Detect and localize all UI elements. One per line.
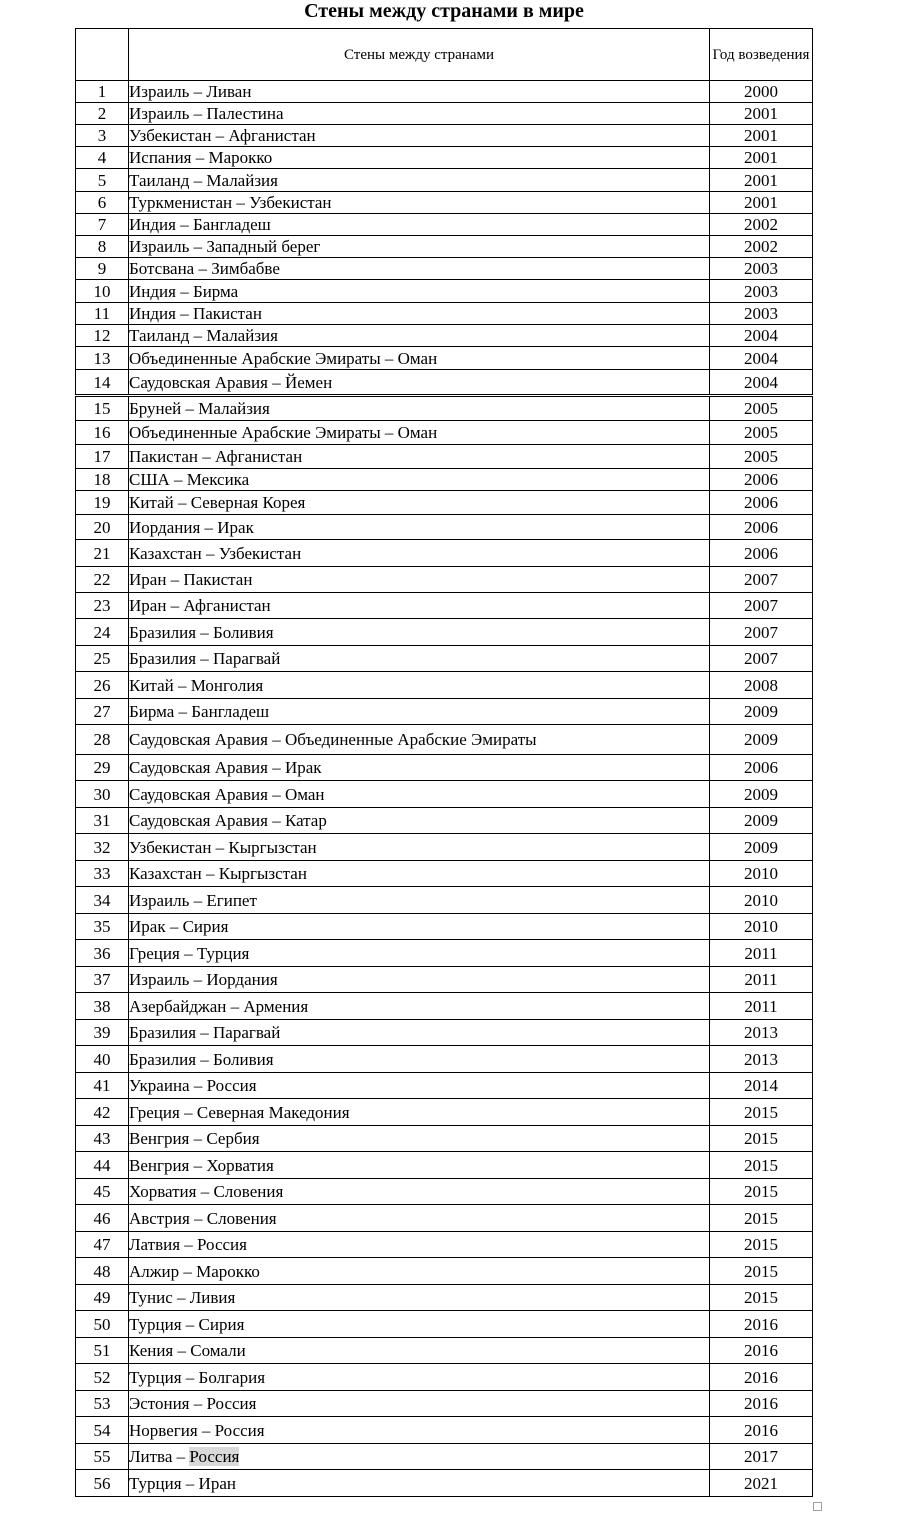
- construction-year: 2010: [710, 887, 813, 914]
- row-number: 27: [76, 699, 129, 725]
- construction-year: 2016: [710, 1364, 813, 1391]
- row-number: 53: [76, 1391, 129, 1417]
- wall-countries: Пакистан – Афганистан: [129, 445, 710, 469]
- wall-countries: Эстония – Россия: [129, 1391, 710, 1417]
- table-row: [76, 567, 813, 593]
- construction-year: 2013: [710, 1020, 813, 1046]
- row-number: 28: [76, 725, 129, 755]
- table-row: [76, 1311, 813, 1338]
- wall-countries: Хорватия – Словения: [129, 1179, 710, 1205]
- row-number: 40: [76, 1046, 129, 1073]
- wall-countries: Объединенные Арабские Эмираты – Оман: [129, 421, 710, 445]
- wall-countries: Греция – Северная Македония: [129, 1099, 710, 1126]
- construction-year: 2005: [710, 396, 813, 421]
- wall-countries: Венгрия – Хорватия: [129, 1152, 710, 1179]
- row-number: 32: [76, 834, 129, 861]
- wall-countries: Бирма – Бангладеш: [129, 699, 710, 725]
- table-row: [76, 755, 813, 781]
- row-number: 25: [76, 646, 129, 672]
- table-row: [76, 125, 813, 147]
- table-row: [76, 993, 813, 1020]
- wall-countries: Иран – Пакистан: [129, 567, 710, 593]
- row-number: 2: [76, 103, 129, 125]
- wall-countries: Бразилия – Боливия: [129, 1046, 710, 1073]
- row-number: 33: [76, 861, 129, 887]
- construction-year: 2015: [710, 1179, 813, 1205]
- row-number: 24: [76, 619, 129, 646]
- table-row: [76, 491, 813, 515]
- table-row: [76, 1364, 813, 1391]
- table-row: [76, 1444, 813, 1470]
- table-row: [76, 1470, 813, 1497]
- row-number: 23: [76, 593, 129, 619]
- row-number: 48: [76, 1258, 129, 1285]
- construction-year: 2016: [710, 1338, 813, 1364]
- table-row: [76, 1205, 813, 1232]
- table-row: [76, 808, 813, 834]
- table-row: [76, 834, 813, 861]
- table-row: [76, 1046, 813, 1073]
- table-row: [76, 1126, 813, 1152]
- table-row: [76, 280, 813, 303]
- construction-year: 2009: [710, 725, 813, 755]
- row-number: 17: [76, 445, 129, 469]
- construction-year: 2016: [710, 1391, 813, 1417]
- table-row: [76, 236, 813, 258]
- construction-year: 2005: [710, 421, 813, 445]
- wall-countries: Иран – Афганистан: [129, 593, 710, 619]
- table-row: [76, 325, 813, 347]
- table-row: [76, 81, 813, 103]
- table-row: [76, 646, 813, 672]
- wall-countries: Турция – Иран: [129, 1470, 710, 1497]
- row-number: 51: [76, 1338, 129, 1364]
- table-row: [76, 1152, 813, 1179]
- wall-countries: Индия – Бангладеш: [129, 214, 710, 236]
- row-number: 1: [76, 81, 129, 103]
- wall-countries: Израиль – Иордания: [129, 967, 710, 993]
- table-row: [76, 861, 813, 887]
- wall-countries: Иордания – Ирак: [129, 515, 710, 540]
- row-number: 42: [76, 1099, 129, 1126]
- wall-countries: Индия – Пакистан: [129, 303, 710, 325]
- table-row: [76, 214, 813, 236]
- wall-countries: Объединенные Арабские Эмираты – Оман: [129, 347, 710, 370]
- construction-year: 2011: [710, 993, 813, 1020]
- wall-countries: Таиланд – Малайзия: [129, 169, 710, 192]
- construction-year: 2003: [710, 303, 813, 325]
- wall-countries: Латвия – Россия: [129, 1232, 710, 1258]
- wall-countries: Таиланд – Малайзия: [129, 325, 710, 347]
- row-number: 36: [76, 940, 129, 967]
- construction-year: 2006: [710, 755, 813, 781]
- construction-year: 2007: [710, 619, 813, 646]
- construction-year: 2001: [710, 192, 813, 214]
- row-number: 44: [76, 1152, 129, 1179]
- row-number: 31: [76, 808, 129, 834]
- construction-year: 2017: [710, 1444, 813, 1470]
- table-row: [76, 515, 813, 540]
- construction-year: 2015: [710, 1126, 813, 1152]
- table-row: [76, 421, 813, 445]
- construction-year: 2004: [710, 370, 813, 396]
- construction-year: 2006: [710, 491, 813, 515]
- table-row: [76, 1417, 813, 1444]
- row-number: 21: [76, 540, 129, 567]
- table-row: [76, 1232, 813, 1258]
- construction-year: 2016: [710, 1311, 813, 1338]
- wall-countries: Тунис – Ливия: [129, 1285, 710, 1311]
- construction-year: 2007: [710, 567, 813, 593]
- table-row: [76, 1258, 813, 1285]
- table-row: [76, 1338, 813, 1364]
- row-number: 15: [76, 396, 129, 421]
- row-number: 8: [76, 236, 129, 258]
- row-number: 37: [76, 967, 129, 993]
- construction-year: 2015: [710, 1258, 813, 1285]
- row-number: 6: [76, 192, 129, 214]
- wall-countries: Казахстан – Узбекистан: [129, 540, 710, 567]
- row-number: 11: [76, 303, 129, 325]
- row-number: 41: [76, 1073, 129, 1099]
- highlighted-text: Россия: [189, 1447, 240, 1466]
- table-row: [76, 469, 813, 491]
- table-row: [76, 192, 813, 214]
- construction-year: 2015: [710, 1232, 813, 1258]
- row-number: 47: [76, 1232, 129, 1258]
- wall-countries: Узбекистан – Афганистан: [129, 125, 710, 147]
- wall-countries: Индия – Бирма: [129, 280, 710, 303]
- wall-countries: Саудовская Аравия – Катар: [129, 808, 710, 834]
- construction-year: 2005: [710, 445, 813, 469]
- table-row: [76, 169, 813, 192]
- row-number: 14: [76, 370, 129, 396]
- wall-countries: Ирак – Сирия: [129, 914, 710, 940]
- walls-table: [75, 28, 813, 1497]
- construction-year: 2003: [710, 280, 813, 303]
- table-row: [76, 303, 813, 325]
- wall-countries: Израиль – Западный берег: [129, 236, 710, 258]
- table-row: [76, 725, 813, 755]
- header-name: Стены между странами: [129, 29, 710, 81]
- wall-countries-part: Литва –: [129, 1447, 190, 1466]
- table-row: [76, 887, 813, 914]
- construction-year: 2014: [710, 1073, 813, 1099]
- construction-year: 2009: [710, 781, 813, 808]
- row-number: 29: [76, 755, 129, 781]
- construction-year: 2009: [710, 699, 813, 725]
- wall-countries: Норвегия – Россия: [129, 1417, 710, 1444]
- row-number: 12: [76, 325, 129, 347]
- construction-year: 2015: [710, 1152, 813, 1179]
- wall-countries: США – Мексика: [129, 469, 710, 491]
- header-num: [76, 29, 129, 81]
- construction-year: 2011: [710, 940, 813, 967]
- construction-year: 2009: [710, 808, 813, 834]
- construction-year: 2003: [710, 258, 813, 280]
- wall-countries: Китай – Северная Корея: [129, 491, 710, 515]
- wall-countries: Бруней – Малайзия: [129, 396, 710, 421]
- row-number: 46: [76, 1205, 129, 1232]
- wall-countries: Ботсвана – Зимбабве: [129, 258, 710, 280]
- table-row: [76, 1391, 813, 1417]
- wall-countries: Саудовская Аравия – Йемен: [129, 370, 710, 396]
- construction-year: 2021: [710, 1470, 813, 1497]
- construction-year: 2001: [710, 169, 813, 192]
- construction-year: 2009: [710, 834, 813, 861]
- construction-year: 2004: [710, 347, 813, 370]
- wall-countries: Казахстан – Кыргызстан: [129, 861, 710, 887]
- row-number: 3: [76, 125, 129, 147]
- construction-year: 2001: [710, 125, 813, 147]
- construction-year: 2015: [710, 1205, 813, 1232]
- construction-year: 2007: [710, 646, 813, 672]
- row-number: 35: [76, 914, 129, 940]
- table-row: [76, 781, 813, 808]
- wall-countries: Кения – Сомали: [129, 1338, 710, 1364]
- construction-year: 2006: [710, 515, 813, 540]
- wall-countries: Австрия – Словения: [129, 1205, 710, 1232]
- table-row: [76, 147, 813, 169]
- table-row: [76, 1020, 813, 1046]
- table-row: [76, 967, 813, 993]
- wall-countries: Израиль – Египет: [129, 887, 710, 914]
- row-number: 19: [76, 491, 129, 515]
- wall-countries: Алжир – Марокко: [129, 1258, 710, 1285]
- table-row: [76, 396, 813, 421]
- row-number: 54: [76, 1417, 129, 1444]
- table-row: [76, 1285, 813, 1311]
- wall-countries: Узбекистан – Кыргызстан: [129, 834, 710, 861]
- row-number: 20: [76, 515, 129, 540]
- table-row: [76, 593, 813, 619]
- construction-year: 2013: [710, 1046, 813, 1073]
- row-number: 55: [76, 1444, 129, 1470]
- row-number: 22: [76, 567, 129, 593]
- construction-year: 2004: [710, 325, 813, 347]
- table-row: [76, 699, 813, 725]
- wall-countries: Китай – Монголия: [129, 672, 710, 699]
- header-year: Год возведения: [710, 29, 813, 81]
- wall-countries: Турция – Болгария: [129, 1364, 710, 1391]
- table-row: [76, 1179, 813, 1205]
- wall-countries: [129, 1444, 710, 1470]
- row-number: 13: [76, 347, 129, 370]
- wall-countries: Саудовская Аравия – Объединенные Арабские Эмираты: [129, 725, 710, 755]
- wall-countries: Израиль – Ливан: [129, 81, 710, 103]
- row-number: 7: [76, 214, 129, 236]
- row-number: 10: [76, 280, 129, 303]
- table-row: [76, 940, 813, 967]
- wall-countries: Израиль – Палестина: [129, 103, 710, 125]
- table-row: [76, 370, 813, 396]
- table-header-row: [76, 29, 813, 81]
- construction-year: 2008: [710, 672, 813, 699]
- construction-year: 2016: [710, 1417, 813, 1444]
- wall-countries: Турция – Сирия: [129, 1311, 710, 1338]
- wall-countries: Саудовская Аравия – Ирак: [129, 755, 710, 781]
- wall-countries: Азербайджан – Армения: [129, 993, 710, 1020]
- construction-year: 2010: [710, 914, 813, 940]
- construction-year: 2002: [710, 214, 813, 236]
- page-title: Стены между странами в мире: [304, 0, 584, 22]
- table-row: [76, 1099, 813, 1126]
- row-number: 56: [76, 1470, 129, 1497]
- row-number: 5: [76, 169, 129, 192]
- row-number: 18: [76, 469, 129, 491]
- row-number: 26: [76, 672, 129, 699]
- wall-countries: Венгрия – Сербия: [129, 1126, 710, 1152]
- row-number: 39: [76, 1020, 129, 1046]
- row-number: 45: [76, 1179, 129, 1205]
- row-number: 38: [76, 993, 129, 1020]
- wall-countries: Бразилия – Парагвай: [129, 1020, 710, 1046]
- row-number: 9: [76, 258, 129, 280]
- row-number: 16: [76, 421, 129, 445]
- wall-countries: Саудовская Аравия – Оман: [129, 781, 710, 808]
- wall-countries: Испания – Марокко: [129, 147, 710, 169]
- construction-year: 2006: [710, 469, 813, 491]
- construction-year: 2010: [710, 861, 813, 887]
- wall-countries: Туркменистан – Узбекистан: [129, 192, 710, 214]
- table-row: [76, 619, 813, 646]
- row-number: 50: [76, 1311, 129, 1338]
- table-row: [76, 540, 813, 567]
- construction-year: 2015: [710, 1285, 813, 1311]
- construction-year: 2015: [710, 1099, 813, 1126]
- table-row: [76, 672, 813, 699]
- wall-countries: Бразилия – Парагвай: [129, 646, 710, 672]
- construction-year: 2007: [710, 593, 813, 619]
- table-row: [76, 103, 813, 125]
- table-row: [76, 914, 813, 940]
- row-number: 30: [76, 781, 129, 808]
- construction-year: 2002: [710, 236, 813, 258]
- table-resize-handle[interactable]: [813, 1502, 822, 1511]
- table-row: [76, 445, 813, 469]
- row-number: 43: [76, 1126, 129, 1152]
- construction-year: 2001: [710, 103, 813, 125]
- table-row: [76, 258, 813, 280]
- table-row: [76, 1073, 813, 1099]
- wall-countries: Греция – Турция: [129, 940, 710, 967]
- row-number: 34: [76, 887, 129, 914]
- row-number: 49: [76, 1285, 129, 1311]
- construction-year: 2006: [710, 540, 813, 567]
- table-row: [76, 347, 813, 370]
- wall-countries: Бразилия – Боливия: [129, 619, 710, 646]
- construction-year: 2001: [710, 147, 813, 169]
- construction-year: 2011: [710, 967, 813, 993]
- construction-year: 2000: [710, 81, 813, 103]
- row-number: 52: [76, 1364, 129, 1391]
- wall-countries: Украина – Россия: [129, 1073, 710, 1099]
- row-number: 4: [76, 147, 129, 169]
